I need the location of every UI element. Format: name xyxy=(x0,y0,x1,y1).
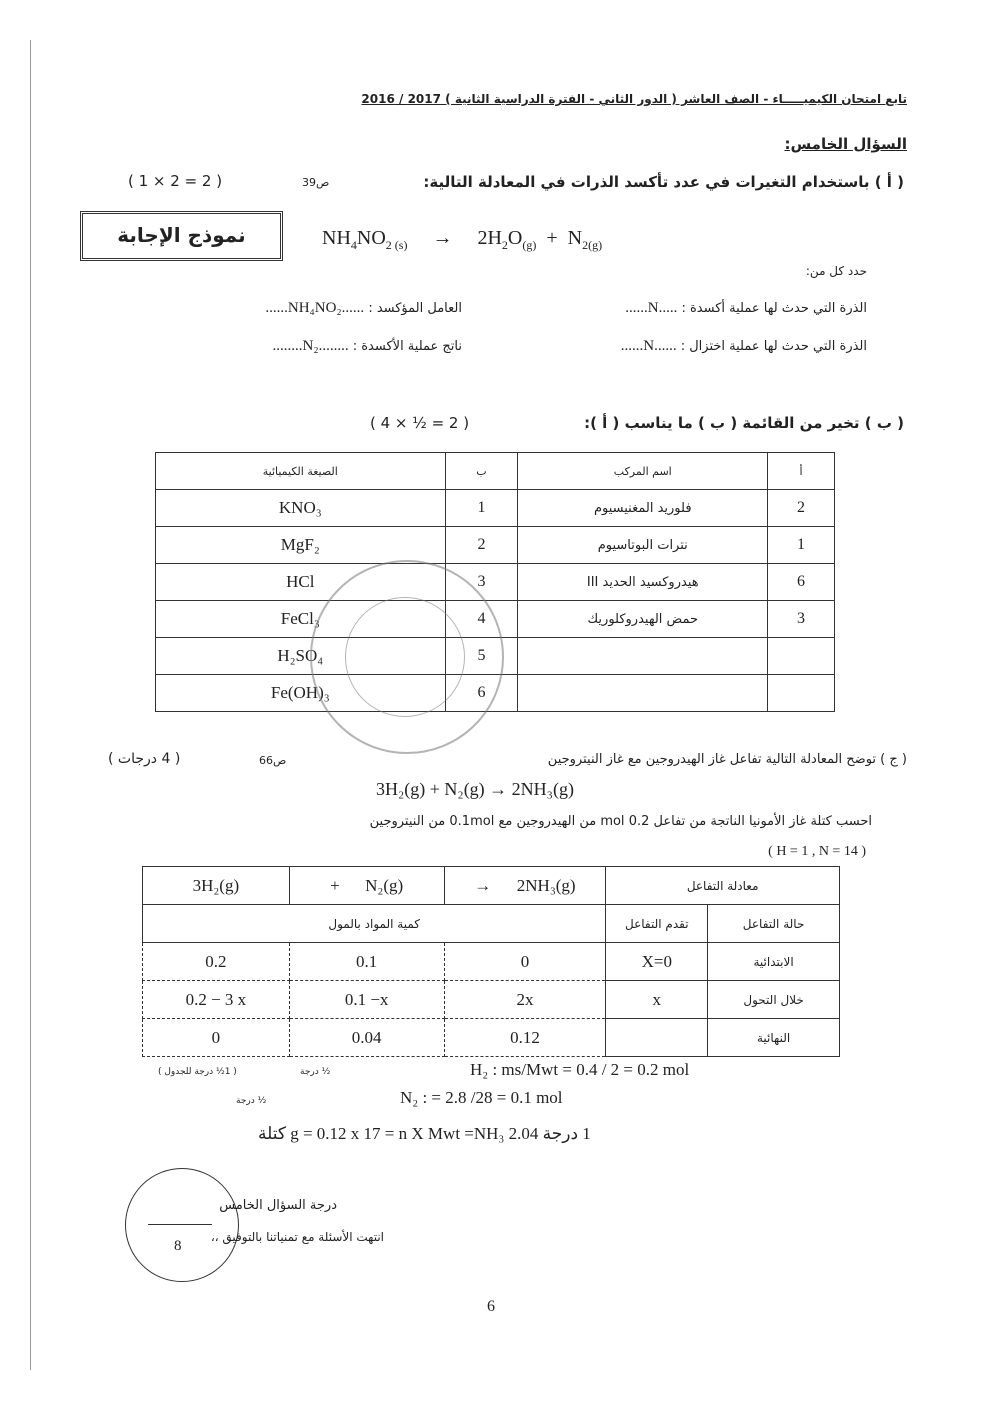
h2-cell: 0.2 xyxy=(143,943,290,981)
amount-label-cell: كمية المواد بالمول xyxy=(143,905,606,943)
formula-cell: Fe(OH)₃ xyxy=(156,675,446,712)
a-answer-cell: 1 xyxy=(768,527,835,564)
formula-cell: KNO₃ xyxy=(156,490,446,527)
b-number-cell: 6 xyxy=(445,675,518,712)
eq-n2-cell: + N₂(g) xyxy=(289,867,444,905)
question-five-title: السؤال الخامس: xyxy=(784,135,907,153)
calc-prompt: احسب كتلة غاز الأمونيا الناتجة من تفاعل 0.2 mol من الهيدروجين مع 0.1mol من النيتروجين xyxy=(369,814,872,829)
calc-nh3-mass: 1 درجة 2.04 g = 0.12 x 17 = n X Mwt =NH₃ كتلة xyxy=(258,1124,591,1143)
table-row xyxy=(143,867,840,905)
nh3-cell: 2x xyxy=(444,981,606,1019)
formula-cell: FeCl₃ xyxy=(156,601,446,638)
a-answer-cell xyxy=(768,675,835,712)
n2-cell: 0.1 xyxy=(289,943,444,981)
atomic-masses: ( H = 1 , N = 14 ) xyxy=(768,844,866,859)
state-cell: خلال التحول xyxy=(708,981,840,1019)
nh3-cell: 0 xyxy=(444,943,606,981)
header-b: ب xyxy=(445,453,518,490)
progress-cell: X=0 xyxy=(606,943,708,981)
matching-table-header xyxy=(156,453,835,490)
part-b-marks: ( 4 × ½ = 2 ) xyxy=(370,414,470,432)
eq-h2-cell: 3H₂(g) xyxy=(143,867,290,905)
official-stamp-inner-ring xyxy=(345,597,465,717)
page-number: 6 xyxy=(487,1298,495,1315)
redox-equation: $NH_4NO_{2 (s)}$ → $2H_2O_{(g)} + N_{2(g)}$ xyxy=(322,227,603,252)
eq-nh3-cell: → 2NH₃(g) xyxy=(444,867,606,905)
header-name: اسم المركب xyxy=(518,453,768,490)
header-formula: الصيغة الكيميائية xyxy=(156,453,446,490)
compound-name-cell: حمض الهيدروكلوريك xyxy=(518,601,768,638)
part-a-marks: ( 1 × 2 = 2 ) xyxy=(128,172,223,190)
grade-line xyxy=(148,1224,212,1225)
a-answer-cell: 3 xyxy=(768,601,835,638)
b-number-cell: 5 xyxy=(445,638,518,675)
reaction-progress-table xyxy=(142,866,840,1057)
state-cell: النهائية xyxy=(708,1019,840,1057)
table-row xyxy=(143,905,840,943)
margin-line xyxy=(30,40,31,1370)
table-row xyxy=(156,564,835,601)
progress-cell xyxy=(606,1019,708,1057)
compound-name-cell: فلوريد المغنيسيوم xyxy=(518,490,768,527)
eq-label-cell: معادلة التفاعل xyxy=(606,867,840,905)
part-c-page-ref: ص66 xyxy=(259,754,287,767)
compound-name-cell: هيدروكسيد الحديد III xyxy=(518,564,768,601)
n2-cell: 0.1 −x xyxy=(289,981,444,1019)
part-c-marks: ( 4 درجات ) xyxy=(108,751,181,767)
part-b-title: ( ب ) تخير من القائمة ( ب ) ما يناسب ( أ ): xyxy=(584,414,904,432)
formula-cell: MgF₂ xyxy=(156,527,446,564)
nh3-cell: 0.12 xyxy=(444,1019,606,1057)
b-number-cell: 1 xyxy=(445,490,518,527)
progress-label-cell: تقدم التفاعل xyxy=(606,905,708,943)
compound-name-cell xyxy=(518,675,768,712)
calc-n2-moles: N₂ : = 2.8 /28 = 0.1 mol xyxy=(400,1088,563,1107)
state-cell: الابتدائية xyxy=(708,943,840,981)
compound-name-cell xyxy=(518,638,768,675)
compound-name-cell: نترات البوتاسيوم xyxy=(518,527,768,564)
b-number-cell: 3 xyxy=(445,564,518,601)
part-a-title: ( أ ) باستخدام التغيرات في عدد تأكسد الذرات في المعادلة التالية: xyxy=(423,173,904,191)
b-number-cell: 4 xyxy=(445,601,518,638)
table-row xyxy=(143,1019,840,1057)
calc-h2-moles: H₂ : ms/Mwt = 0.4 / 2 = 0.2 mol xyxy=(470,1060,690,1079)
a-answer-cell: 2 xyxy=(768,490,835,527)
header-a: أ xyxy=(768,453,835,490)
table-row xyxy=(156,490,835,527)
h2-cell: 0.2 − 3 x xyxy=(143,981,290,1019)
a-answer-cell: 6 xyxy=(768,564,835,601)
oxidized-atom-row: الذرة التي حدث لها عملية أكسدة : .....N...... xyxy=(625,300,867,316)
table-row xyxy=(143,981,840,1019)
formula-cell: HCl xyxy=(156,564,446,601)
part-c-title: ( ج ) توضح المعادلة التالية تفاعل غاز الهيدروجين مع غاز النيتروجين xyxy=(547,752,907,767)
grade-circle xyxy=(125,1168,239,1282)
end-text: انتهت الأسئلة مع تمنياتنا بالتوفيق ،، xyxy=(210,1230,384,1244)
state-label-cell: حالة التفاعل xyxy=(708,905,840,943)
progress-cell: x xyxy=(606,981,708,1019)
h2-cell: 0 xyxy=(143,1019,290,1057)
reduced-atom-row: الذرة التي حدث لها عملية اختزال : ......N...... xyxy=(620,338,867,354)
b-number-cell: 2 xyxy=(445,527,518,564)
a-answer-cell xyxy=(768,638,835,675)
n2-cell: 0.04 xyxy=(289,1019,444,1057)
determine-label: حدد كل من: xyxy=(805,264,867,278)
mark-note-table: ( 1½ درجة للجدول ) xyxy=(158,1067,237,1077)
mark-note-half-2: ½ درجة xyxy=(236,1096,267,1106)
page-header: تابع امتحان الكيميـــــاء - الصف العاشر ( الدور الثاني - الفترة الدراسية الثانية ) 2017 / 2016 xyxy=(361,92,907,106)
ammonia-equation: 3H₂(g) + N₂(g) → 2NH₃(g) xyxy=(376,779,574,799)
oxidation-product-row: ناتج عملية الأكسدة : ........N₂........ xyxy=(272,338,462,354)
formula-cell: H₂SO₄ xyxy=(156,638,446,675)
oxidizing-agent-row: العامل المؤكسد : ......NH₄NO₂...... xyxy=(265,300,462,316)
table-row xyxy=(143,943,840,981)
mark-note-half-1: ½ درجة xyxy=(300,1067,331,1077)
table-row xyxy=(156,527,835,564)
part-a-page-ref: ص39 xyxy=(302,176,330,189)
model-answer-box: نموذج الإجابة xyxy=(80,211,283,261)
grade-total: 8 xyxy=(174,1238,182,1254)
grade-label: درجة السؤال الخامس xyxy=(219,1198,337,1213)
